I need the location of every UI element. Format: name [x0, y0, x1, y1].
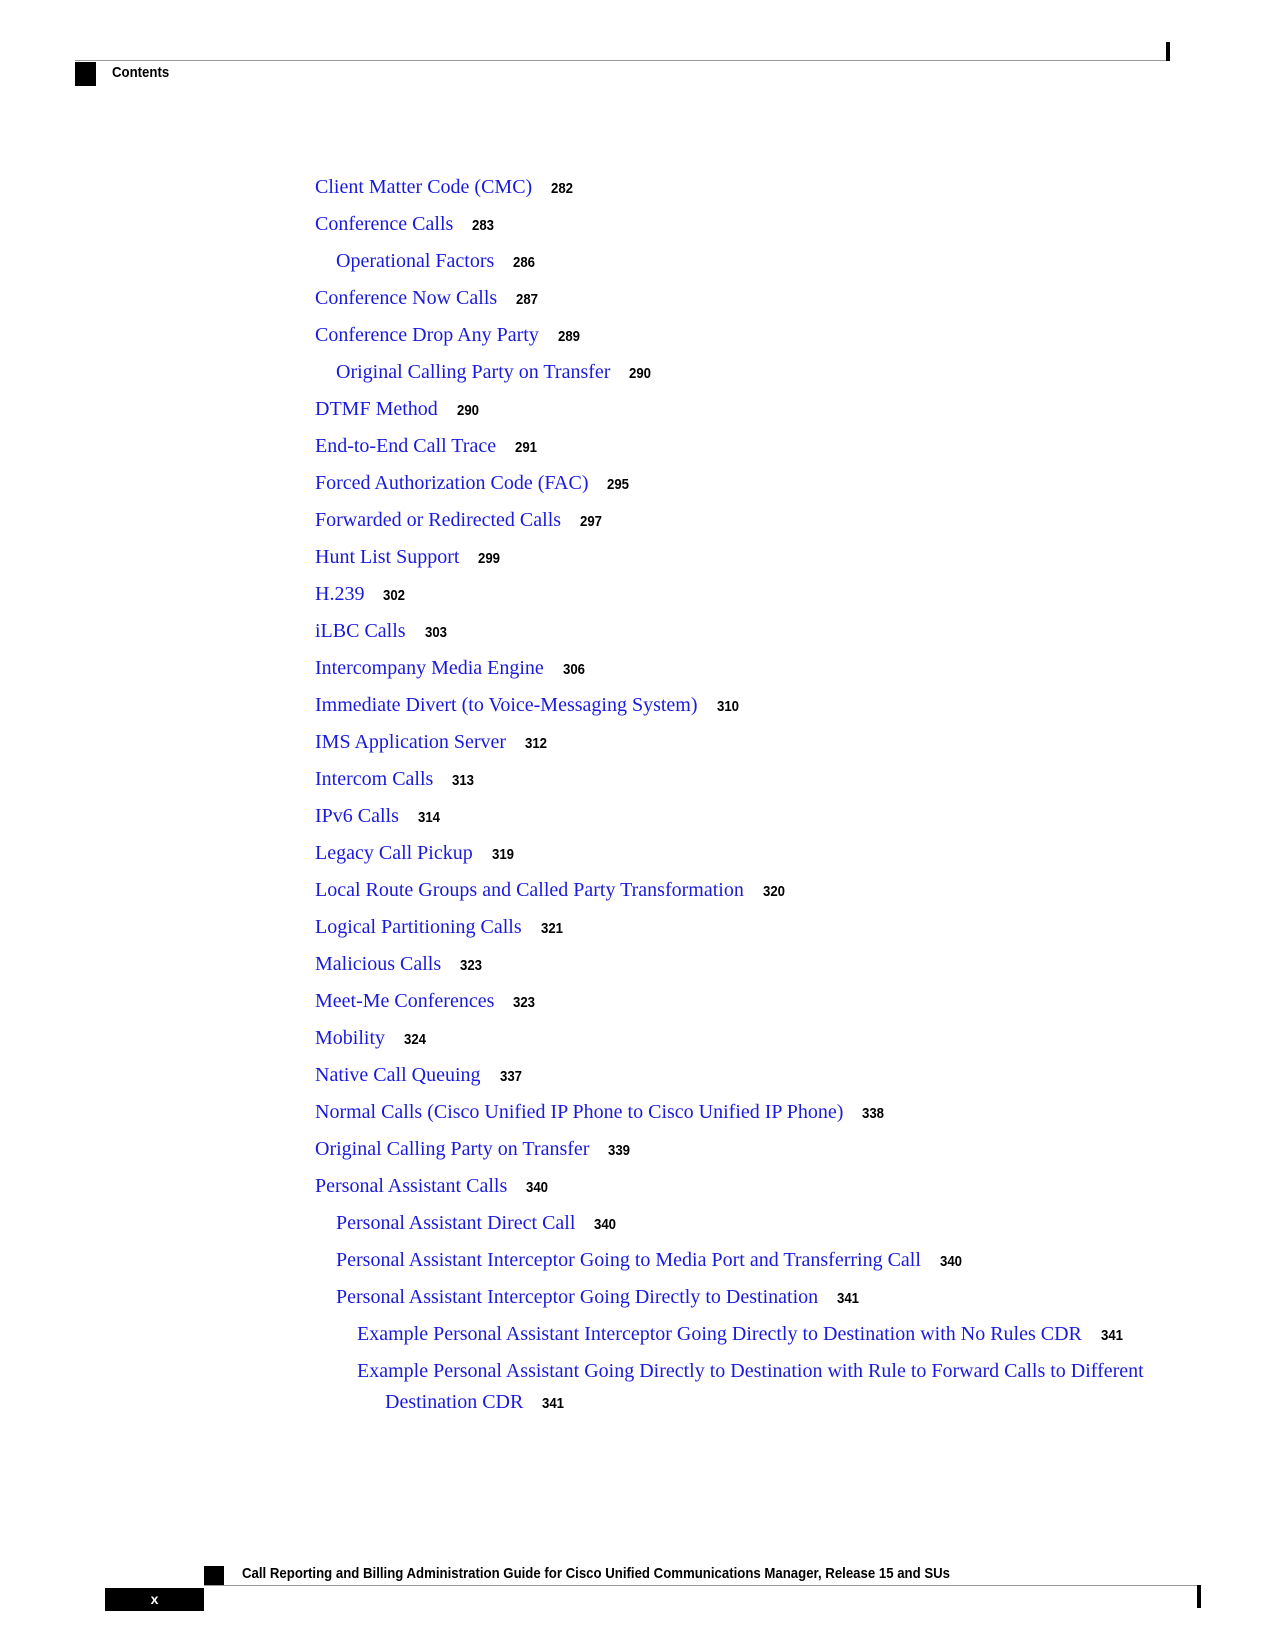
- toc-entry-title[interactable]: End-to-End Call Trace: [315, 435, 497, 457]
- toc-entry[interactable]: [357, 1359, 1144, 1383]
- toc-entry-page: 323: [460, 957, 483, 974]
- toc-entry-title[interactable]: Forwarded or Redirected Calls: [315, 509, 562, 531]
- toc-entry-page: 313: [452, 772, 475, 789]
- toc-entry-title[interactable]: Native Call Queuing: [315, 1064, 481, 1086]
- toc-entry-title[interactable]: IPv6 Calls: [315, 805, 399, 827]
- toc-entry-page: 323: [513, 994, 536, 1011]
- toc-entry[interactable]: [336, 249, 538, 275]
- toc-entry-title[interactable]: Personal Assistant Interceptor Going to Media Port and Transferring Call: [336, 1249, 921, 1271]
- toc-entry-page: 341: [837, 1290, 860, 1307]
- toc-entry-title[interactable]: Personal Assistant Interceptor Going Directly to Destination: [336, 1286, 819, 1308]
- toc-entry[interactable]: [315, 767, 477, 793]
- footer-rule: [204, 1585, 1201, 1586]
- toc-entry-title[interactable]: Conference Calls: [315, 213, 454, 235]
- toc-entry-page: 340: [939, 1253, 962, 1270]
- toc-entry-title[interactable]: Example Personal Assistant Going Directly to Destination with Rule to Forward Calls to Different: [357, 1360, 1144, 1382]
- toc-entry-page: 283: [472, 217, 495, 234]
- footer-marker-block: [204, 1566, 224, 1586]
- header-tick-mark: [1166, 42, 1170, 61]
- toc-entry-title[interactable]: Mobility: [315, 1027, 386, 1049]
- toc-entry-title[interactable]: Logical Partitioning Calls: [315, 916, 522, 938]
- toc-entry-page: 341: [542, 1395, 565, 1412]
- toc-entry-title[interactable]: Operational Factors: [336, 250, 495, 272]
- toc-entry-page: 286: [513, 254, 536, 271]
- toc-entry-page: 306: [562, 661, 585, 678]
- toc-entry-page: 341: [1100, 1327, 1123, 1344]
- toc-entry-title[interactable]: Meet-Me Conferences: [315, 990, 495, 1012]
- toc-entry-continuation[interactable]: [385, 1390, 567, 1416]
- toc-entry[interactable]: [315, 1100, 888, 1126]
- toc-entry[interactable]: [336, 1248, 965, 1274]
- running-header-label: Contents: [112, 64, 170, 81]
- toc-entry[interactable]: [315, 915, 566, 941]
- toc-entry-title[interactable]: Intercompany Media Engine: [315, 657, 544, 679]
- footer-document-title: Call Reporting and Billing Administration Guide for Cisco Unified Communications Manager, Release 15 and SUs: [242, 1565, 951, 1582]
- toc-entry-page: 291: [515, 439, 538, 456]
- toc-entry[interactable]: [315, 656, 588, 682]
- toc-entry[interactable]: [357, 1322, 1126, 1348]
- footer-tick-mark: [1197, 1585, 1201, 1608]
- header-rule: [75, 60, 1170, 61]
- toc-entry[interactable]: [336, 1285, 862, 1311]
- toc-entry-title[interactable]: DTMF Method: [315, 398, 438, 420]
- toc-entry-page: 290: [629, 365, 652, 382]
- toc-entry[interactable]: [315, 693, 742, 719]
- toc-entry[interactable]: [315, 989, 538, 1015]
- toc-entry[interactable]: [315, 434, 540, 460]
- toc-entry-title[interactable]: Legacy Call Pickup: [315, 842, 473, 864]
- toc-entry[interactable]: [315, 1137, 633, 1163]
- toc-entry-page: 339: [608, 1142, 631, 1159]
- toc-entry[interactable]: [315, 730, 550, 756]
- toc-entry-page: 320: [762, 883, 785, 900]
- toc-entry-page: 282: [551, 180, 574, 197]
- toc-entry-page: 321: [540, 920, 563, 937]
- toc-entry-page: 303: [424, 624, 447, 641]
- toc-entry[interactable]: [315, 1026, 429, 1052]
- toc-entry-title[interactable]: IMS Application Server: [315, 731, 507, 753]
- toc-entry[interactable]: [315, 878, 788, 904]
- toc-entry-title[interactable]: Normal Calls (Cisco Unified IP Phone to Cisco Unified IP Phone): [315, 1101, 844, 1123]
- header-marker-block: [75, 62, 96, 86]
- toc-entry-page: 340: [594, 1216, 617, 1233]
- toc-entry-page: 324: [404, 1031, 427, 1048]
- toc-entry-title[interactable]: Local Route Groups and Called Party Transformation: [315, 879, 744, 901]
- toc-entry-title[interactable]: Forced Authorization Code (FAC): [315, 472, 589, 494]
- toc-entry-page: 338: [862, 1105, 885, 1122]
- toc-entry-title[interactable]: Personal Assistant Calls: [315, 1175, 508, 1197]
- toc-entry[interactable]: [336, 360, 654, 386]
- toc-entry-title[interactable]: Client Matter Code (CMC): [315, 176, 533, 198]
- toc-entry-title[interactable]: Intercom Calls: [315, 768, 434, 790]
- toc-entry-page: 314: [417, 809, 440, 826]
- toc-entry-title[interactable]: Conference Drop Any Party: [315, 324, 539, 346]
- toc-entry[interactable]: [315, 323, 583, 349]
- toc-entry[interactable]: [315, 841, 517, 867]
- toc-entry[interactable]: [315, 1174, 551, 1200]
- toc-entry-title[interactable]: Immediate Divert (to Voice-Messaging System): [315, 694, 698, 716]
- toc-entry[interactable]: [315, 397, 482, 423]
- toc-entry[interactable]: [315, 545, 503, 571]
- toc-entry-page: 340: [526, 1179, 549, 1196]
- page-number: x: [105, 1588, 204, 1611]
- toc-entry-page: 299: [478, 550, 501, 567]
- toc-entry-page: 312: [525, 735, 548, 752]
- toc-entry[interactable]: [315, 619, 450, 645]
- toc-entry-page: 289: [557, 328, 580, 345]
- toc-entry[interactable]: [315, 471, 633, 497]
- toc-entry-title[interactable]: Malicious Calls: [315, 953, 442, 975]
- toc-entry-page: 337: [499, 1068, 522, 1085]
- toc-entry-page: 319: [491, 846, 514, 863]
- toc-entry-page: 302: [383, 587, 406, 604]
- toc-entry[interactable]: [315, 286, 541, 312]
- toc-entry-title-continued[interactable]: Destination CDR: [385, 1391, 524, 1413]
- toc-entry-title[interactable]: Conference Now Calls: [315, 287, 498, 309]
- toc-entry-page: 287: [516, 291, 539, 308]
- toc-entry-title[interactable]: Hunt List Support: [315, 546, 460, 568]
- toc-entry-page: 290: [456, 402, 479, 419]
- toc-entry-title[interactable]: Original Calling Party on Transfer: [336, 361, 611, 383]
- toc-entry-page: 310: [716, 698, 739, 715]
- toc-entry[interactable]: [315, 508, 605, 534]
- toc-entry-title[interactable]: Example Personal Assistant Interceptor Going Directly to Destination with No Rules CDR: [357, 1323, 1082, 1345]
- toc-entry[interactable]: [315, 212, 497, 238]
- toc-entry[interactable]: [315, 582, 408, 608]
- toc-entry[interactable]: [315, 952, 485, 978]
- toc-entry[interactable]: [315, 804, 443, 830]
- toc-entry-title[interactable]: H.239: [315, 583, 365, 605]
- toc-entry-page: 295: [607, 476, 630, 493]
- toc-entry[interactable]: [315, 1063, 525, 1089]
- toc-entry-title[interactable]: iLBC Calls: [315, 620, 406, 642]
- toc-entry-title[interactable]: Original Calling Party on Transfer: [315, 1138, 590, 1160]
- toc-entry[interactable]: [336, 1211, 619, 1237]
- toc-entry-page: 297: [580, 513, 603, 530]
- toc-entry-title[interactable]: Personal Assistant Direct Call: [336, 1212, 576, 1234]
- toc-entry[interactable]: [315, 175, 576, 201]
